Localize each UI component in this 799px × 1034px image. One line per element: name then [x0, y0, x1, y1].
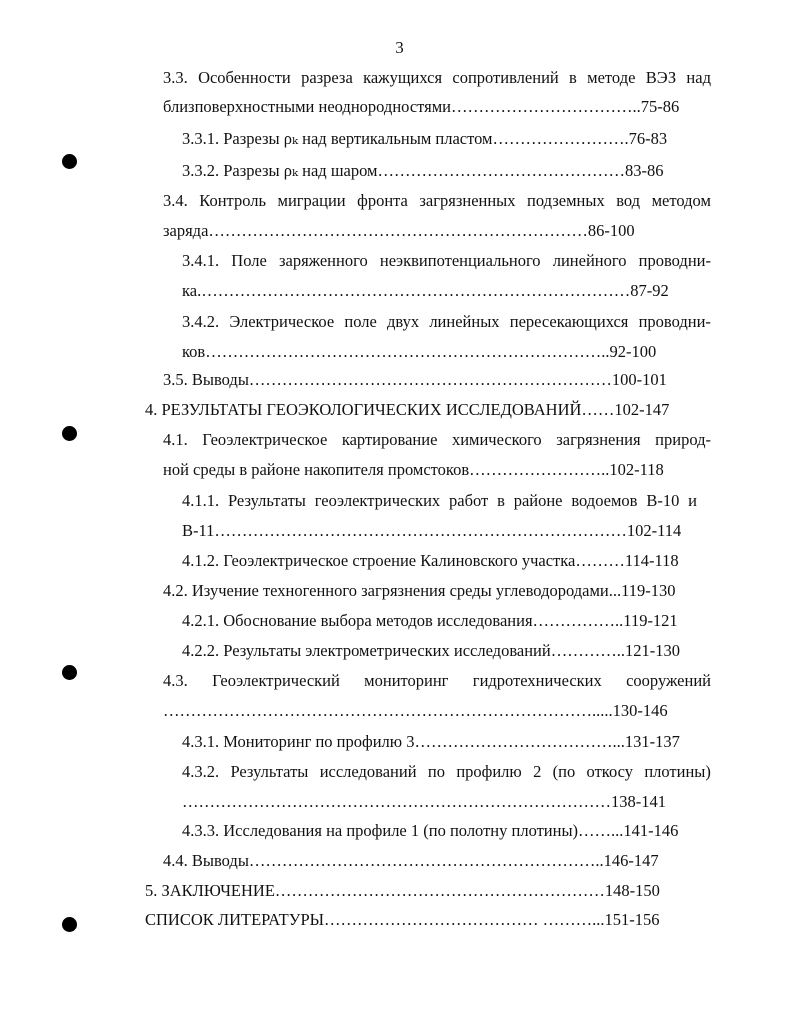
toc-entry-4-1-1: 4.1.1. Результаты геоэлектрических работ в районе водоемов В-10 и [182, 491, 697, 510]
toc-entry-4-3-2: 4.3.2. Результаты исследований по профилю 2 (по откосу плотины) [182, 762, 711, 781]
toc-entry-3-5: 3.5. Выводы…………………………………………………………100-101 [163, 370, 667, 389]
toc-entry-4-3-3: 4.3.3. Исследования на профиле 1 (по полотну плотины)……...141-146 [182, 821, 679, 840]
toc-entry-references: СПИСОК ЛИТЕРАТУРЫ………………………………… ………...151-156 [145, 910, 660, 929]
toc-entry-3-4-cont: заряда……………………………………………………………86-100 [163, 221, 635, 240]
toc-entry-3-4-1-cont: ка.……………………………………………………………………87-92 [182, 281, 669, 300]
toc-entry-4-2: 4.2. Изучение техногенного загрязнения среды углеводородами...119-130 [163, 581, 676, 600]
toc-entry-4-3-1: 4.3.1. Мониторинг по профилю 3………………………………...131-137 [182, 732, 680, 751]
toc-entry-3-3: 3.3. Особенности разреза кажущихся сопротивлений в методе ВЭЗ над [163, 68, 711, 87]
punch-hole-1 [62, 154, 77, 169]
punch-hole-2 [62, 426, 77, 441]
toc-entry-4-3: 4.3. Геоэлектрический мониторинг гидротехнических сооружений [163, 671, 711, 690]
toc-entry-4-3-cont: …………………………………………………………………….....130-146 [163, 701, 668, 720]
toc-entry-4-4: 4.4. Выводы………………………………………………………..146-147 [163, 851, 659, 870]
toc-entry-3-4-2: 3.4.2. Электрическое поле двух линейных пересекающихся проводни- [182, 312, 711, 331]
page-number: 3 [395, 38, 404, 57]
toc-entry-4-1-2: 4.1.2. Геоэлектрическое строение Калиновского участка………114-118 [182, 551, 679, 570]
toc-entry-3-3-cont: близповерхностными неоднородностями……………………………..75-86 [163, 97, 680, 116]
toc-entry-4-2-2: 4.2.2. Результаты электрометрических исследований…………..121-130 [182, 641, 680, 660]
toc-entry-3-4: 3.4. Контроль миграции фронта загрязненных подземных вод методом [163, 191, 711, 210]
toc-entry-3-3-1: 3.3.1. Разрезы ρₖ над вертикальным пластом…………………….76-83 [182, 129, 668, 148]
toc-entry-5: 5. ЗАКЛЮЧЕНИЕ……………………………………………………148-150 [145, 881, 660, 900]
punch-hole-4 [62, 917, 77, 932]
toc-entry-4-3-2-cont: ……………………………………………………………………138-141 [182, 792, 666, 811]
toc-entry-3-3-2: 3.3.2. Разрезы ρₖ над шаром………………………………………83-86 [182, 161, 664, 180]
toc-entry-4-1: 4.1. Геоэлектрическое картирование химического загрязнения природ- [163, 430, 711, 449]
toc-entry-3-4-1: 3.4.1. Поле заряженного неэквипотенциального линейного проводни- [182, 251, 711, 270]
toc-entry-4: 4. РЕЗУЛЬТАТЫ ГЕОЭКОЛОГИЧЕСКИХ ИССЛЕДОВАНИЙ……102-147 [145, 400, 670, 419]
toc-entry-4-1-1-cont: В-11…………………………………………………………………102-114 [182, 521, 682, 540]
toc-entry-4-2-1: 4.2.1. Обоснование выбора методов исследования……………..119-121 [182, 611, 678, 630]
punch-hole-3 [62, 665, 77, 680]
toc-entry-3-4-2-cont: ков………………………………………………………………..92-100 [182, 342, 657, 361]
toc-entry-4-1-cont: ной среды в районе накопителя промстоков……………………..102-118 [163, 460, 664, 479]
